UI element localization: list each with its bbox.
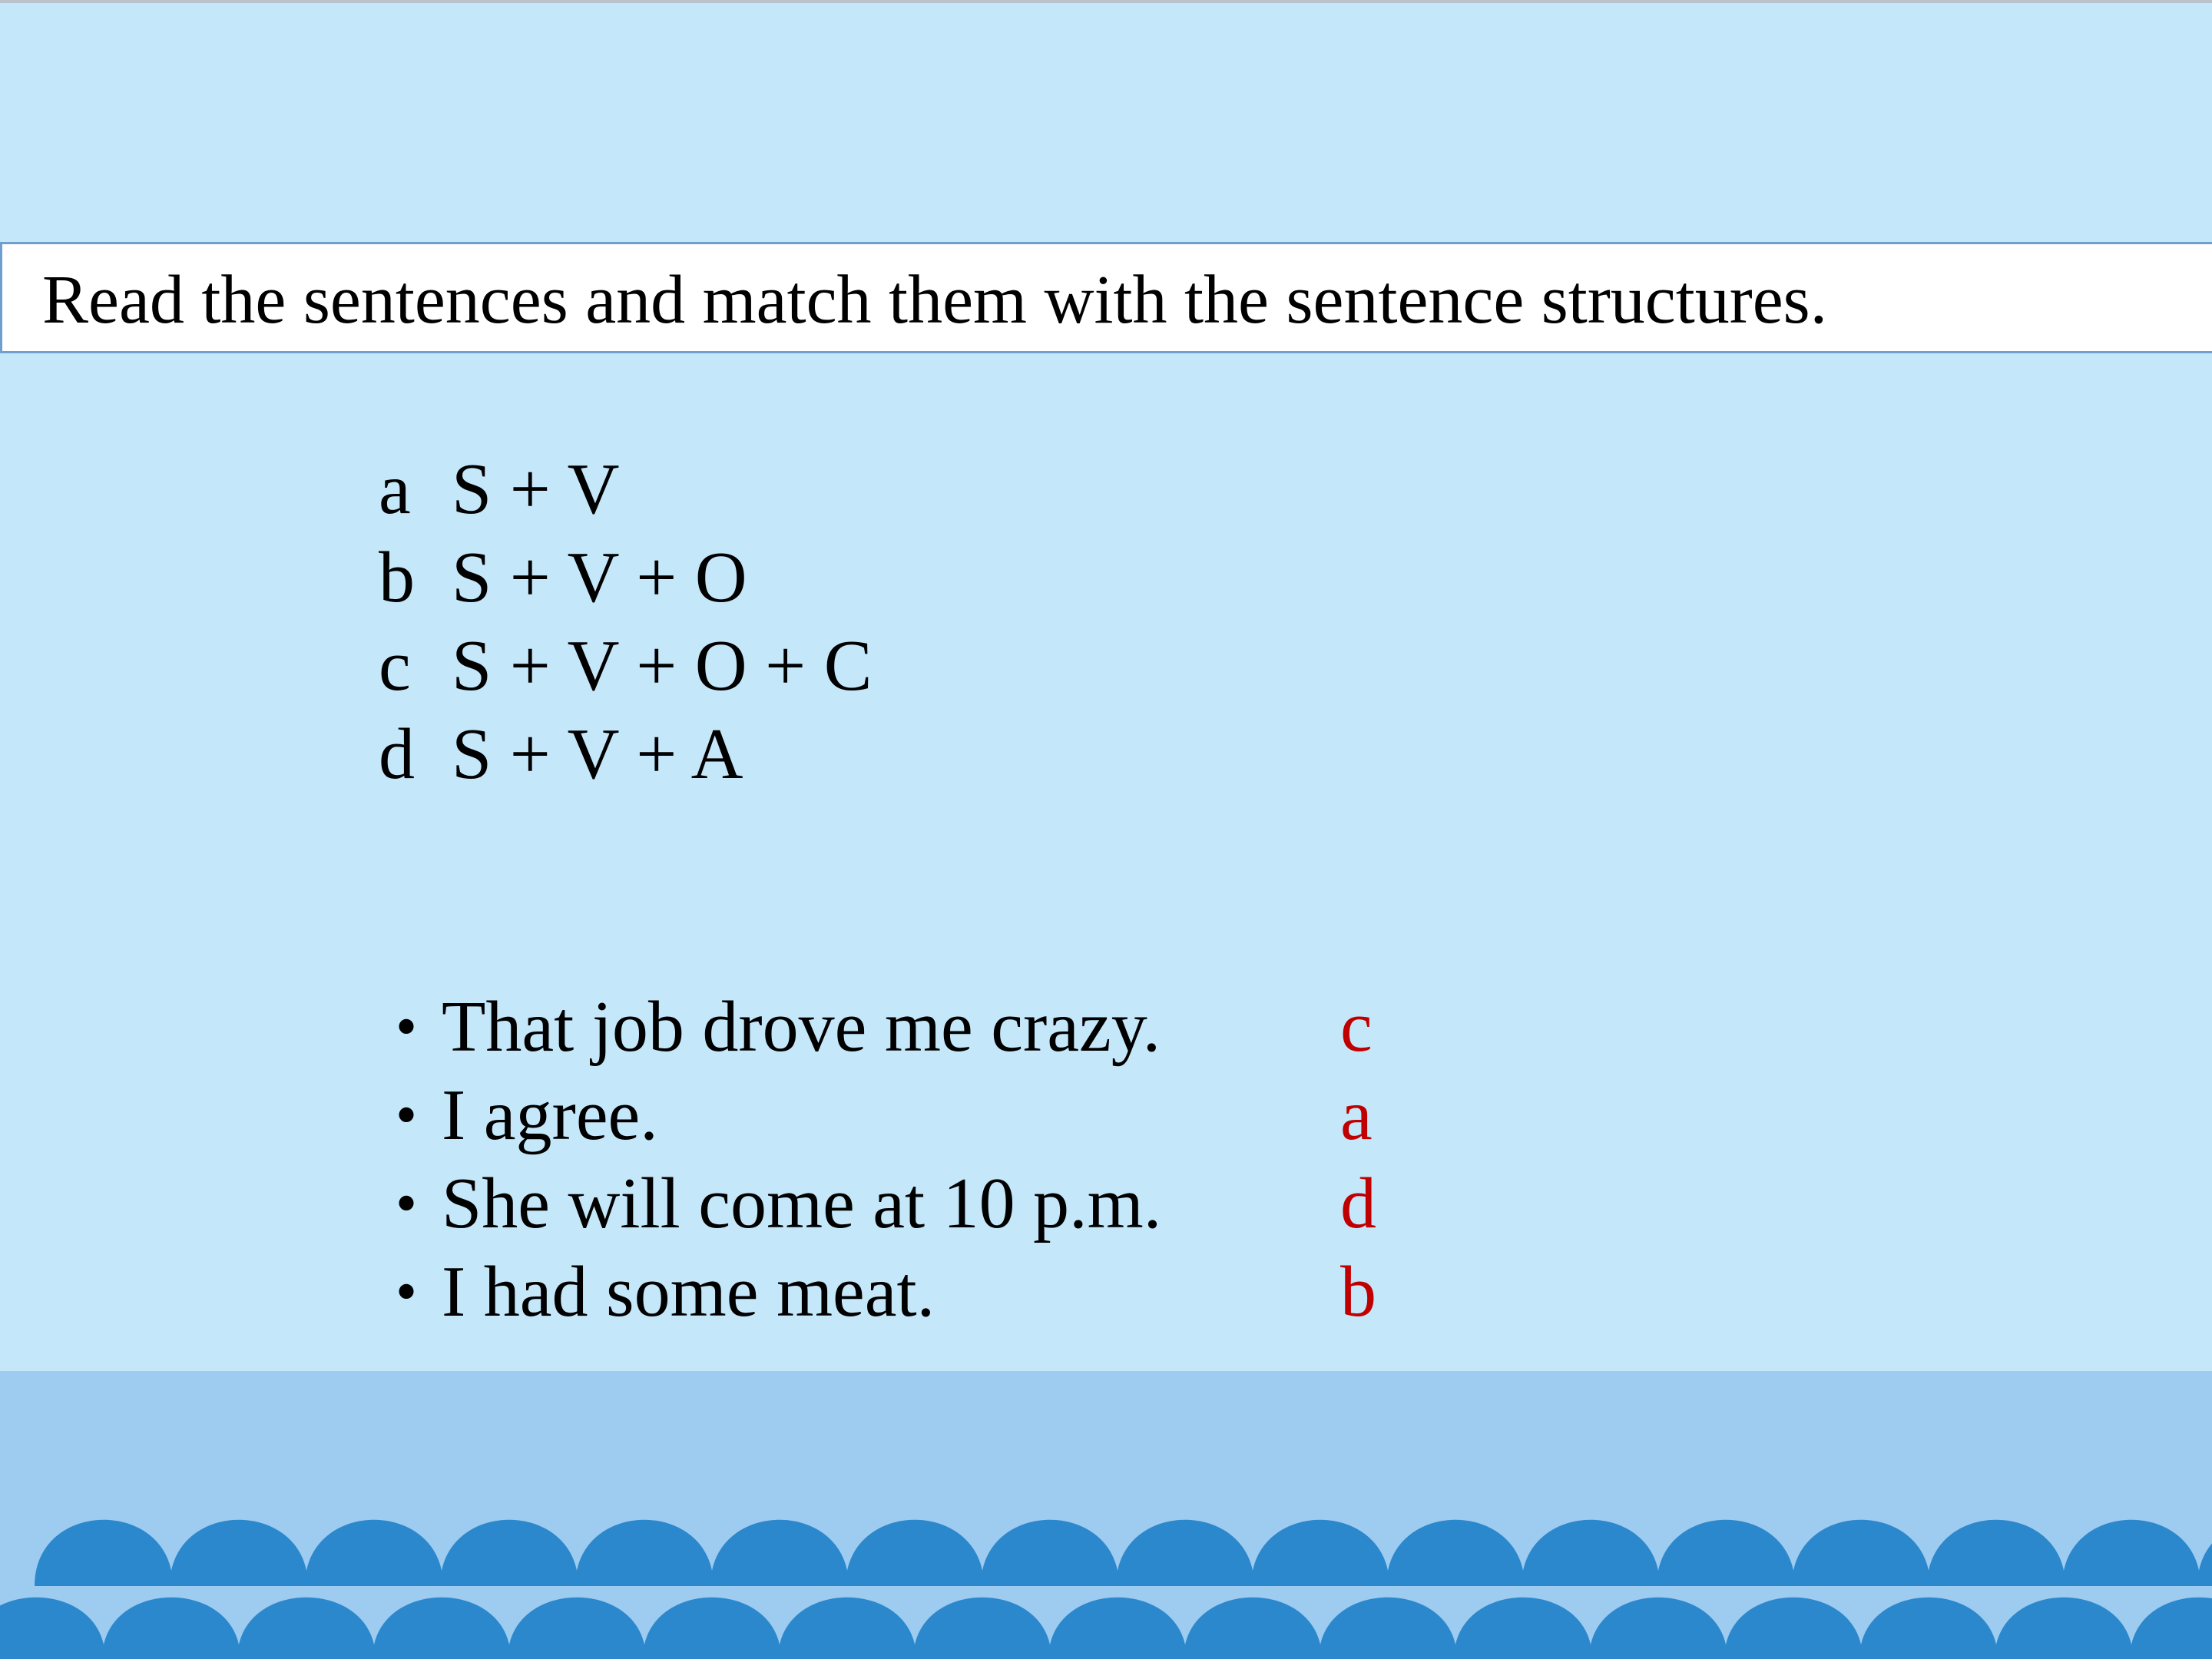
scallop-shape xyxy=(1859,1598,1998,1659)
instruction-bar xyxy=(0,242,2212,353)
answer-letter: c xyxy=(1340,987,1373,1067)
scallop-shape xyxy=(1589,1598,1727,1659)
sentence-text: She will come at 10 p.m. xyxy=(442,1164,1162,1243)
slide-top-edge xyxy=(0,0,2212,3)
scallop-shape xyxy=(1454,1598,1592,1659)
scallop-shape xyxy=(778,1598,916,1659)
scallop-shape xyxy=(575,1520,714,1586)
bullet: • xyxy=(396,1170,418,1237)
scallop-shape xyxy=(2062,1520,2200,1586)
scallop-shape xyxy=(1116,1520,1254,1586)
structure-pattern: S + V xyxy=(452,449,620,529)
scallop-shape xyxy=(0,1598,105,1659)
answer-letter: d xyxy=(1340,1164,1376,1243)
scallop-shape xyxy=(508,1598,646,1659)
scallop-shape xyxy=(35,1520,173,1586)
scallop-shape xyxy=(102,1598,240,1659)
scallop-shape xyxy=(1048,1598,1187,1659)
scallop-shape xyxy=(981,1520,1119,1586)
structure-letter: c xyxy=(379,626,411,706)
scallop-shape xyxy=(1792,1520,1930,1586)
structure-pattern: S + V + O + C xyxy=(452,626,873,706)
instruction-text: Read the sentences and match them with the sentence structures. xyxy=(42,262,1828,338)
scallop-shape xyxy=(2130,1598,2212,1659)
structure-list xyxy=(379,445,872,799)
structure-letter: d xyxy=(379,714,415,794)
answer-letter: b xyxy=(1340,1252,1376,1332)
answer-letter: a xyxy=(1340,1075,1373,1155)
scallop-shape xyxy=(1386,1520,1525,1586)
scallop-shape xyxy=(1927,1520,2065,1586)
scallop-shape xyxy=(1724,1598,1863,1659)
sentence-item xyxy=(396,983,1161,1071)
sentence-item xyxy=(396,1160,1161,1248)
bullet: • xyxy=(396,993,418,1061)
scallop-shape xyxy=(237,1598,376,1659)
scallop-shape xyxy=(1995,1598,2133,1659)
sentence-item xyxy=(396,1248,1161,1336)
scallop-shape xyxy=(913,1598,1051,1659)
sentence-text: That job drove me crazy. xyxy=(442,987,1161,1067)
bullet: • xyxy=(396,1081,418,1149)
scallop-shape xyxy=(710,1520,849,1586)
scallop-shape xyxy=(170,1520,308,1586)
structure-pattern: S + V + A xyxy=(452,714,743,794)
scallop-shape xyxy=(1251,1520,1389,1586)
scallop-shape xyxy=(1319,1598,1457,1659)
sentence-text: I had some meat. xyxy=(442,1252,935,1332)
structure-item xyxy=(379,445,872,534)
scallop-shape xyxy=(1522,1520,1660,1586)
scallop-shape xyxy=(440,1520,578,1586)
structure-item xyxy=(379,622,872,710)
scallop-shape xyxy=(373,1598,511,1659)
sentence-text: I agree. xyxy=(442,1075,658,1155)
structure-item xyxy=(379,534,872,622)
sentence-list xyxy=(396,983,1161,1336)
structure-letter: a xyxy=(379,449,411,529)
scallop-shape xyxy=(1184,1598,1322,1659)
scallop-shape xyxy=(305,1520,443,1586)
structure-pattern: S + V + O xyxy=(452,538,747,618)
sentence-item xyxy=(396,1071,1161,1160)
scallop-shape xyxy=(1657,1520,1795,1586)
scallop-decoration xyxy=(0,1371,2212,1659)
structure-item xyxy=(379,710,872,799)
scallop-shape xyxy=(846,1520,984,1586)
structure-letter: b xyxy=(379,538,415,618)
scallop-shape xyxy=(643,1598,781,1659)
bullet: • xyxy=(396,1258,418,1326)
answer-list xyxy=(1340,983,1376,1336)
scallop-shape xyxy=(2197,1520,2212,1586)
